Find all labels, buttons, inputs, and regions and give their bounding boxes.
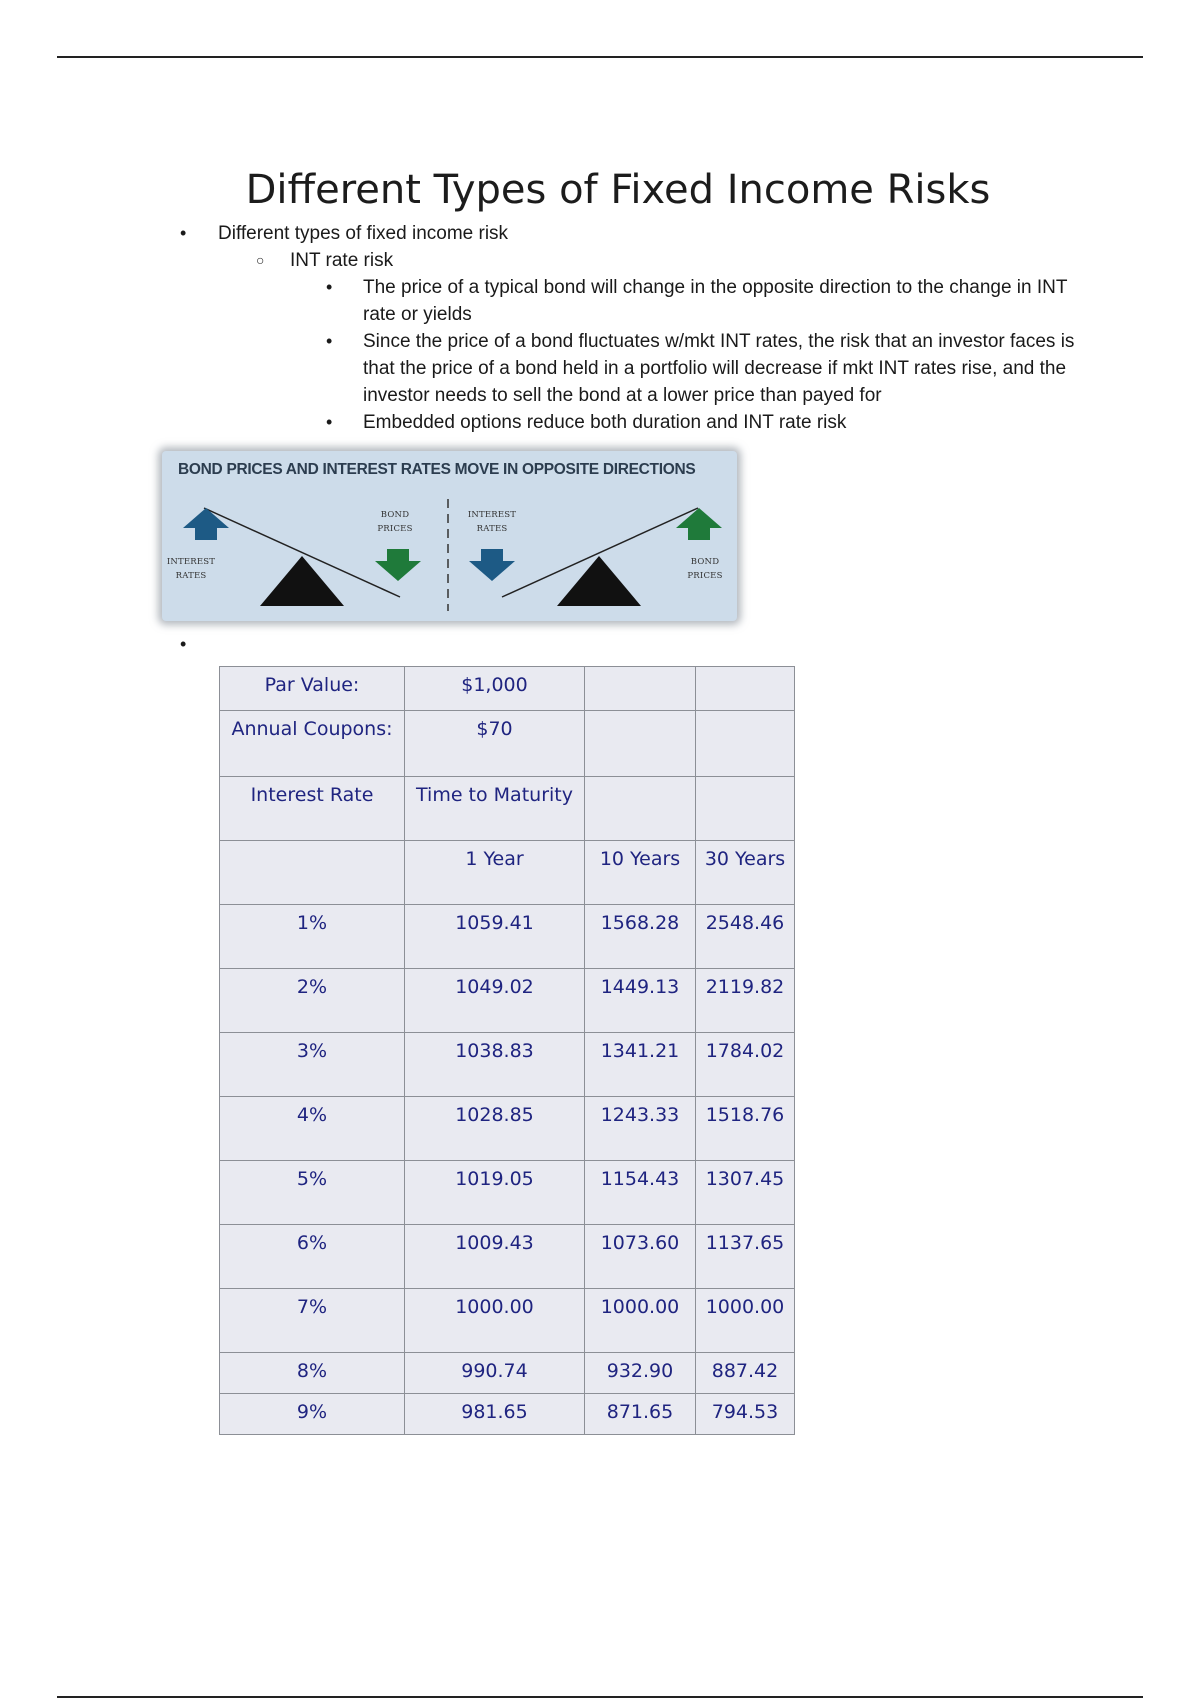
price-cell: 2119.82 [696, 969, 795, 1033]
seesaw-illustration [162, 451, 737, 621]
maturity-header: 1 Year [405, 841, 585, 905]
header-rule [57, 56, 1143, 58]
arrow-up-icon [183, 508, 229, 540]
table-row [220, 711, 795, 777]
price-cell: 2548.46 [696, 905, 795, 969]
rate-cell: 1% [220, 905, 405, 969]
price-cell: 1019.05 [405, 1161, 585, 1225]
left-fulcrum [260, 556, 344, 606]
page-title: Different Types of Fixed Income Risks [245, 166, 991, 213]
interest-rate-header: Interest Rate [220, 777, 405, 841]
rate-cell: 2% [220, 969, 405, 1033]
price-cell: 1341.21 [585, 1033, 696, 1097]
price-cell: 887.42 [696, 1353, 795, 1394]
table-row [220, 1161, 795, 1225]
price-cell: 981.65 [405, 1394, 585, 1435]
rate-cell: 7% [220, 1289, 405, 1353]
outline-level3-item: Embedded options reduce both duration and INT rate risk [363, 412, 847, 433]
price-cell: 932.90 [585, 1353, 696, 1394]
diagram-label-interest-rates: INTEREST RATES [467, 510, 517, 534]
price-cell: 1137.65 [696, 1225, 795, 1289]
table-row [220, 905, 795, 969]
price-cell: 1154.43 [585, 1161, 696, 1225]
price-cell: 1028.85 [405, 1097, 585, 1161]
price-cell: 1784.02 [696, 1033, 795, 1097]
rate-cell: 5% [220, 1161, 405, 1225]
empty-cell [585, 667, 696, 711]
table-row [220, 667, 795, 711]
price-cell: 1000.00 [696, 1289, 795, 1353]
rate-cell: 9% [220, 1394, 405, 1435]
table-row [220, 841, 795, 905]
price-cell: 871.65 [585, 1394, 696, 1435]
table-row [220, 1225, 795, 1289]
empty-cell [585, 777, 696, 841]
price-cell: 1059.41 [405, 905, 585, 969]
empty-cell [696, 667, 795, 711]
footer-rule [57, 1696, 1143, 1698]
arrow-up-icon [676, 508, 722, 540]
table-row [220, 777, 795, 841]
rate-cell: 8% [220, 1353, 405, 1394]
table-row [220, 1353, 795, 1394]
rate-cell: 3% [220, 1033, 405, 1097]
table-row [220, 1033, 795, 1097]
price-cell: 1000.00 [585, 1289, 696, 1353]
empty-cell [696, 711, 795, 777]
maturity-header: 30 Years [696, 841, 795, 905]
table-row [220, 1097, 795, 1161]
empty-cell [585, 711, 696, 777]
outline-level1-item: Different types of fixed income risk [218, 223, 509, 244]
bullet-marker: • [326, 277, 333, 297]
maturity-header: 10 Years [585, 841, 696, 905]
empty-cell [220, 841, 405, 905]
seesaw-diagram [162, 451, 737, 621]
bond-price-table [219, 666, 795, 1435]
arrow-down-icon [469, 549, 515, 581]
rate-cell: 4% [220, 1097, 405, 1161]
price-cell: 1049.02 [405, 969, 585, 1033]
outline-level2-item: INT rate risk [290, 250, 394, 271]
outline-level3-item: Since the price of a bond fluctuates w/mkt INT rates, the risk that an investor faces is that the price of a bond held in a portfolio will decrease if mkt INT rates rise, and the investor needs to sell the bond at a lower price than payed for [363, 331, 1075, 406]
price-cell: 990.74 [405, 1353, 585, 1394]
outline-level3-item: The price of a typical bond will change in the opposite direction to the change in INT rate or yields [363, 277, 1068, 325]
price-cell: 1000.00 [405, 1289, 585, 1353]
price-cell: 1038.83 [405, 1033, 585, 1097]
circle-bullet-marker: ○ [256, 252, 265, 268]
bullet-marker: • [326, 412, 333, 432]
price-cell: 1307.45 [696, 1161, 795, 1225]
price-cell: 1073.60 [585, 1225, 696, 1289]
price-cell: 1568.28 [585, 905, 696, 969]
price-cell: 794.53 [696, 1394, 795, 1435]
arrow-down-icon [375, 549, 421, 581]
diagram-label-interest-rates: INTEREST RATES [166, 557, 216, 581]
table-row [220, 969, 795, 1033]
price-cell: 1009.43 [405, 1225, 585, 1289]
rate-cell: 6% [220, 1225, 405, 1289]
diagram-label-bond-prices: BOND PRICES [377, 510, 413, 534]
right-fulcrum [557, 556, 641, 606]
par-value-label: Par Value: [220, 667, 405, 711]
time-to-maturity-header: Time to Maturity [405, 777, 585, 841]
bullet-marker: • [180, 223, 187, 243]
annual-coupons-value: $70 [405, 711, 585, 777]
price-cell: 1449.13 [585, 969, 696, 1033]
diagram-caption: BOND PRICES AND INTEREST RATES MOVE IN OPPOSITE DIRECTIONS [178, 461, 696, 478]
bullet-marker: • [180, 634, 187, 654]
table-row [220, 1289, 795, 1353]
empty-cell [696, 777, 795, 841]
annual-coupons-label: Annual Coupons: [220, 711, 405, 777]
price-cell: 1243.33 [585, 1097, 696, 1161]
par-value: $1,000 [405, 667, 585, 711]
table-row [220, 1394, 795, 1435]
price-cell: 1518.76 [696, 1097, 795, 1161]
bullet-marker: • [326, 331, 333, 351]
diagram-label-bond-prices: BOND PRICES [687, 557, 723, 581]
